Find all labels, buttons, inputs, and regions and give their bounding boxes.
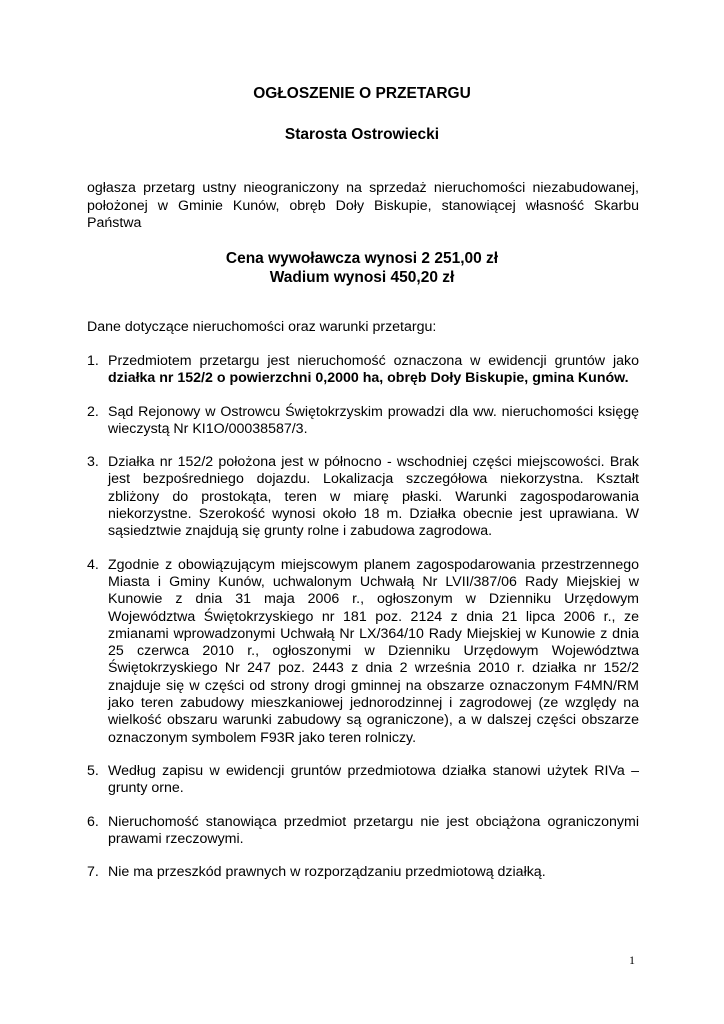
list-item <box>87 763 639 798</box>
list-item-number: 7. <box>87 864 99 881</box>
list-item-text: Zgodnie z obowiązującym miejscowym planem zagospodarowania przestrzennego Miasta i Gminy Kunów, uchwalonym Uchwałą Nr LVII/387/06 Rady Miejskiej w Kunowie z dnia 31 maja 2006 r., ogłoszonym w Dzienniku Urzędowym Województwa Świętokrzyskiego nr 181 poz. 2124 z dnia 21 lipca 2006 r., ze zmianami wprowadzonymi Uchwałą Nr LX/364/10 Rady Miejskiej w Kunowie z dnia 25 czerwca 2010 r., ogłoszonymi w Dzienniku Urzędowym Województwa Świętokrzyskiego Nr 247 poz. 2443 z dnia 2 września 2010 r. działka nr 152/2 znajduje się w części od strony drogi gminnej na obszarze oznaczonym F4MN/RM jako teren zabudowy mieszkaniowej jednorodzinnej i zagrodowej (ze względy na wielkość obszaru warunki zabudowy są ograniczone), a w dalszej części obszarze oznaczonym symbolem F93R jako teren rolniczy. <box>108 556 639 746</box>
list-item-number: 1. <box>87 353 99 369</box>
conditions-list <box>87 353 639 897</box>
price-block <box>0 249 724 287</box>
list-item <box>87 353 639 388</box>
intro-paragraph: ogłasza przetarg ustny nieograniczony na sprzedaż nieruchomości niezabudowanej, położonej w Gminie Kunów, obręb Doły Biskupie, stanowiącej własność Skarbu Państwa <box>87 180 639 231</box>
list-item <box>87 557 639 747</box>
document-title: OGŁOSZENIE O PRZETARGU <box>253 85 471 102</box>
list-item <box>87 864 639 881</box>
list-item-text: Według zapisu w ewidencji gruntów przedmiotowa działka stanowi użytek RIVa – grunty orne. <box>108 762 639 797</box>
list-item <box>87 404 639 439</box>
page-number: 1 <box>629 953 635 967</box>
starting-price: Cena wywoławcza wynosi 2 251,00 zł <box>225 250 499 267</box>
list-item <box>87 454 639 540</box>
list-item <box>87 814 639 849</box>
list-item-number: 6. <box>87 813 99 830</box>
list-item-number: 4. <box>87 556 99 573</box>
conditions-lead: Dane dotyczące nieruchomości oraz warunki przetargu: <box>87 319 437 335</box>
list-item-number: 3. <box>87 454 99 471</box>
list-item-number: 5. <box>87 762 99 779</box>
issuer-heading: Starosta Ostrowiecki <box>284 126 440 143</box>
list-item-text: Działka nr 152/2 położona jest w północno - wschodniej części miejscowości. Brak jest bezpośredniego dojazdu. Lokalizacja szczegółowa niekorzystna. Kształt zbliżony do prostokąta, teren w miarę płaski. Warunki zagospodarowania niekorzystne. Szerokość wynosi około 18 m. Działka obecnie jest uprawiana. W sąsiedztwie znajdują się grunty rolne i zabudowa zagrodowa. <box>108 454 639 540</box>
list-item-text: Nieruchomość stanowiąca przedmiot przetargu nie jest obciążona ograniczonymi prawami rzeczowymi. <box>108 813 639 847</box>
deposit-amount: Wadium wynosi 450,20 zł <box>269 269 455 286</box>
list-item-number: 2. <box>87 403 99 420</box>
list-item-bold-text: działka nr 152/2 o powierzchni 0,2000 ha, obręb Doły Biskupie, gmina Kunów. <box>108 370 629 387</box>
list-item-text: Nie ma przeszkód prawnych w rozporządzaniu przedmiotową działką. <box>108 864 546 881</box>
list-item-text: Sąd Rejonowy w Ostrowcu Świętokrzyskim prowadzi dla ww. nieruchomości księgę wieczystą Nr KI1O/00038587/3. <box>108 403 639 437</box>
list-item-text: Przedmiotem przetargu jest nieruchomość oznaczona w ewidencji gruntów jako <box>108 353 639 369</box>
